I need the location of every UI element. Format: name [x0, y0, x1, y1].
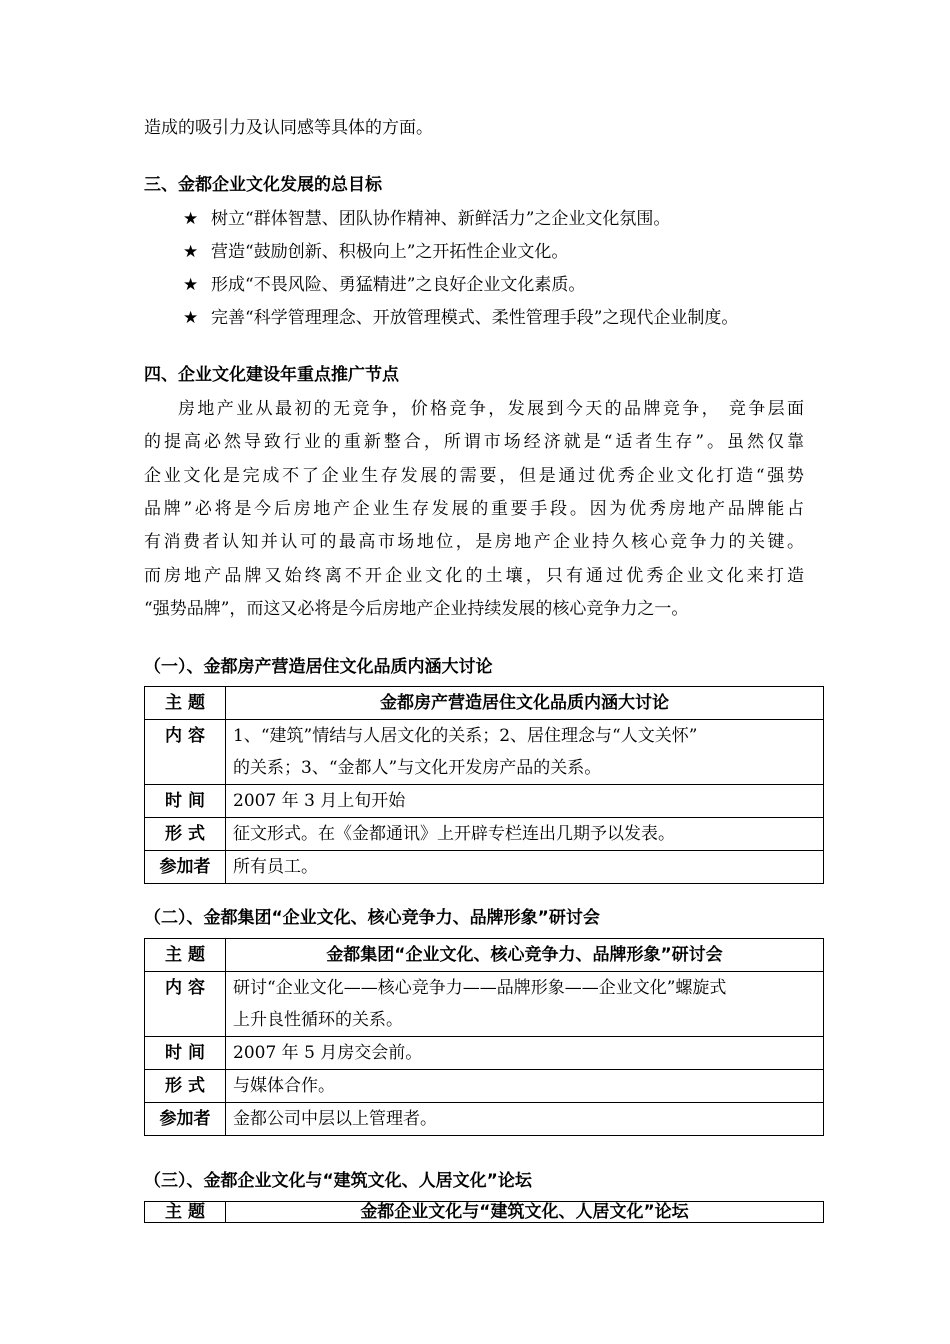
- time-value: 2007 年 5 月房交会前。: [226, 1037, 824, 1070]
- topic-value: 金都企业文化与“建筑文化、人居文化”论坛: [226, 1202, 824, 1223]
- table-row: [145, 818, 824, 851]
- goal-text: 营造“鼓励创新、积极向上”之开拓性企业文化。: [211, 242, 569, 262]
- event-table: [144, 686, 824, 884]
- goal-bullet: [183, 274, 585, 296]
- star-icon: ★: [183, 308, 199, 328]
- content-line: 的关系；3、“金都人”与文化开发房产品的关系。: [233, 758, 602, 778]
- table-row: [145, 1103, 824, 1136]
- goal-text: 形成“不畏风险、勇猛精进”之良好企业文化素质。: [211, 275, 586, 295]
- paragraph-line: 有消费者认知并认可的最高市场地位，是房地产企业持久核心竞争力的关键。: [144, 532, 804, 552]
- topic-label: 主 题: [145, 687, 226, 720]
- table-row: [145, 1202, 824, 1223]
- intro-tail-text: 造成的吸引力及认同感等具体的方面。: [144, 118, 433, 138]
- paragraph-line: 的提高必然导致行业的重新整合，所谓市场经济就是“适者生存”。虽然仅靠: [144, 432, 804, 452]
- content-line: 研讨“企业文化——核心竞争力——品牌形象——企业文化”螺旋式: [233, 978, 727, 998]
- section4-heading: 四、企业文化建设年重点推广节点: [144, 365, 399, 385]
- table-row: [145, 851, 824, 884]
- time-label: 时 间: [145, 785, 226, 818]
- time-label: 时 间: [145, 1037, 226, 1070]
- form-label: 形 式: [145, 818, 226, 851]
- table-row: [145, 785, 824, 818]
- paragraph-line: 房地产业从最初的无竞争，价格竞争，发展到今天的品牌竞争， 竞争层面: [178, 399, 804, 419]
- table-row: [145, 1037, 824, 1070]
- paragraph-line: “强势品牌”，而这又必将是今后房地产企业持续发展的核心竞争力之一。: [144, 599, 689, 619]
- event-heading: （二）、金都集团“企业文化、核心竞争力、品牌形象”研讨会: [144, 908, 600, 928]
- goal-bullet: [183, 241, 568, 263]
- participants-value: 金都公司中层以上管理者。: [226, 1103, 824, 1136]
- event-heading: （三）、金都企业文化与“建筑文化、人居文化”论坛: [144, 1171, 532, 1191]
- event-table: [144, 938, 824, 1136]
- participants-label: 参加者: [145, 1103, 226, 1136]
- topic-label: 主 题: [145, 1202, 226, 1223]
- topic-value: 金都房产营造居住文化品质内涵大讨论: [226, 687, 824, 720]
- form-value: 与媒体合作。: [226, 1070, 824, 1103]
- participants-label: 参加者: [145, 851, 226, 884]
- topic-value: 金都集团“企业文化、核心竞争力、品牌形象”研讨会: [226, 939, 824, 972]
- goal-bullet: [183, 208, 670, 230]
- table-row: [145, 1070, 824, 1103]
- paragraph-line: 而房地产品牌又始终离不开企业文化的土壤，只有通过优秀企业文化来打造: [144, 566, 804, 586]
- section3-heading: 三、金都企业文化发展的总目标: [144, 175, 382, 195]
- goal-bullet: [183, 307, 738, 329]
- content-value: [226, 972, 824, 1037]
- time-value: 2007 年 3 月上旬开始: [226, 785, 824, 818]
- paragraph-line: 企业文化是完成不了企业生存发展的需要，但是通过优秀企业文化打造“强势: [144, 466, 804, 486]
- star-icon: ★: [183, 209, 199, 229]
- table-row: [145, 939, 824, 972]
- table-row: [145, 720, 824, 785]
- table-row: [145, 687, 824, 720]
- form-value: 征文形式。在《金都通讯》上开辟专栏连出几期予以发表。: [226, 818, 824, 851]
- content-label: 内 容: [145, 720, 226, 785]
- content-line: 上升良性循环的关系。: [233, 1010, 403, 1030]
- content-label: 内 容: [145, 972, 226, 1037]
- participants-value: 所有员工。: [226, 851, 824, 884]
- content-line: 1、“建筑”情结与人居文化的关系；2、居住理念与“人文关怀”: [233, 726, 698, 746]
- goal-text: 完善“科学管理理念、开放管理模式、柔性管理手段”之现代企业制度。: [211, 308, 739, 328]
- goal-text: 树立“群体智慧、团队协作精神、新鲜活力”之企业文化氛围。: [211, 209, 671, 229]
- topic-label: 主 题: [145, 939, 226, 972]
- content-value: [226, 720, 824, 785]
- table-row: [145, 972, 824, 1037]
- form-label: 形 式: [145, 1070, 226, 1103]
- event-table: [144, 1201, 824, 1223]
- paragraph-line: 品牌”必将是今后房地产企业生存发展的重要手段。因为优秀房地产品牌能占: [144, 499, 804, 519]
- event-heading: （一）、金都房产营造居住文化品质内涵大讨论: [144, 657, 493, 677]
- star-icon: ★: [183, 275, 199, 295]
- star-icon: ★: [183, 242, 199, 262]
